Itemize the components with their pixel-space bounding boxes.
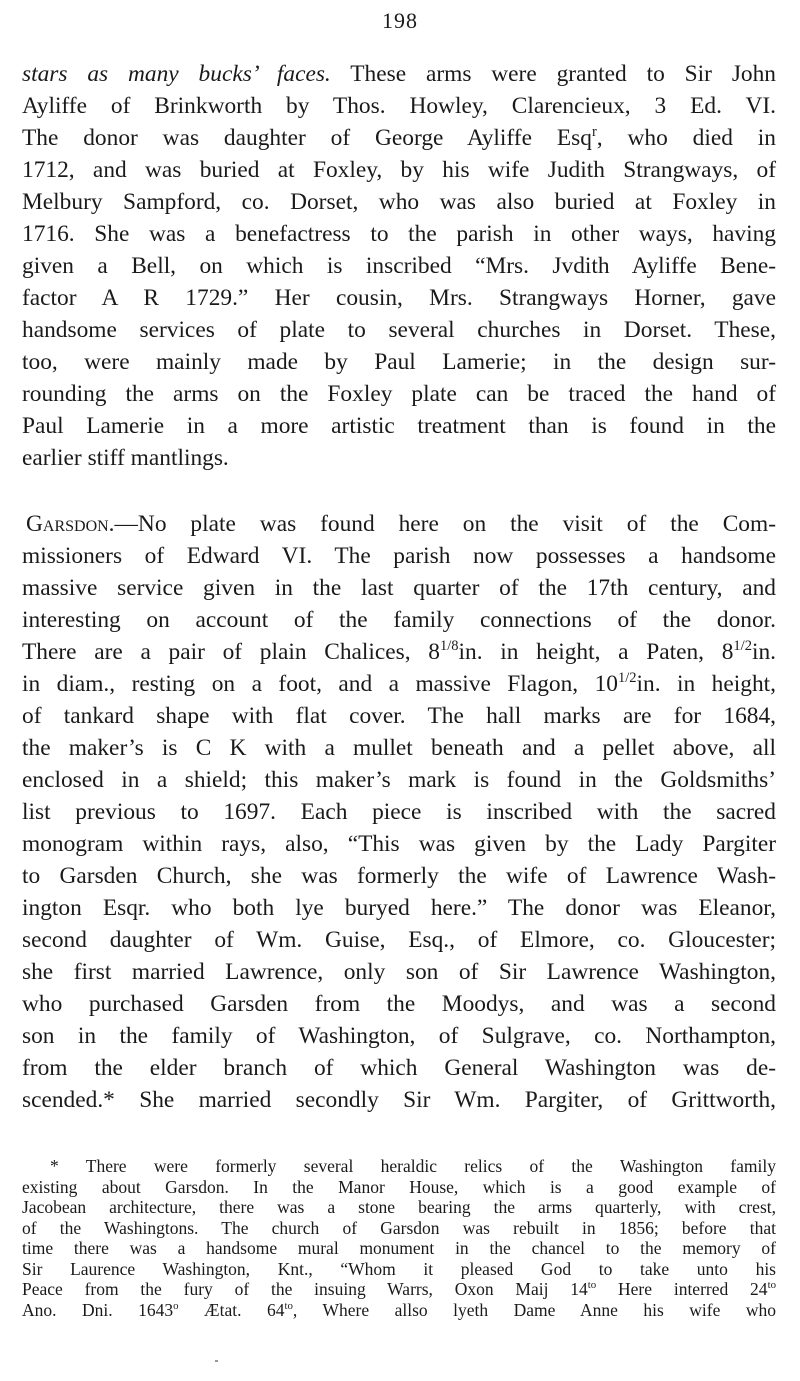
text-line: scended.* She married secondly Sir Wm. Pargiter, of Grittworth, bbox=[22, 1087, 776, 1113]
paragraph-garsdon bbox=[22, 508, 776, 1116]
text-line: son in the family of Washington, of Sulgrave, co. Northampton, bbox=[22, 1023, 776, 1049]
text-line: The donor was daughter of George Ayliffe Esq$^r$, who died in bbox=[22, 124, 776, 151]
paragraph-foxley-continued bbox=[22, 58, 776, 474]
text-line: ington Esqr. who both lye buryed here.” The donor was Eleanor, bbox=[22, 895, 776, 921]
text-line: 1716. She was a benefactress to the parish in other ways, having bbox=[22, 221, 776, 247]
text-line: list previous to 1697. Each piece is inscribed with the sacred bbox=[22, 799, 776, 825]
footnote-line: Sir Laurence Washington, Knt., “Whom it pleased God to take unto his bbox=[22, 1258, 776, 1279]
text-line: stars as many bucks’ faces. These arms were granted to Sir John bbox=[22, 61, 777, 87]
footnote-line: * There were formerly several heraldic relics of the Washington family bbox=[50, 1156, 776, 1176]
footnote-line: Peace from the fury of the insuing Warrs, Oxon Maij $14^{to}$ Here interred $24^{to}$ bbox=[22, 1279, 776, 1299]
section-heading: Garsdon. bbox=[26, 511, 115, 537]
footnote-line: existing about Garsdon. In the Manor House, which is a good example of bbox=[22, 1176, 776, 1197]
text-line: There are a pair of plain Chalices, $8^{1/8}in$. in height, a Paten, $8^{1/2}in$. bbox=[22, 638, 776, 665]
text-line: handsome services of plate to several churches in Dorset. These, bbox=[22, 317, 776, 343]
footnote-line: time there was a handsome mural monument in the chancel to the memory of bbox=[22, 1238, 776, 1258]
text-line: 1712, and was buried at Foxley, by his wife Judith Strangways, of bbox=[22, 157, 776, 183]
page-number: 198 bbox=[382, 8, 418, 33]
text-line: given a Bell, on which is inscribed “Mrs. Jvdith Ayliffe Bene- bbox=[22, 253, 776, 279]
text-line: Garsdon.—No plate was found here on the visit of the Com- bbox=[26, 511, 776, 537]
text-line: enclosed in a shield; this maker’s mark is found in the Goldsmiths’ bbox=[22, 767, 776, 793]
print-speck bbox=[215, 1360, 218, 1362]
text-line: monogram within rays, also, “This was given by the Lady Pargiter bbox=[22, 831, 776, 857]
footnote-line: Ano. Dni. 1643$^o$ Ætat. $64^{to}$, Where allso lyeth Dame Anne his wife who bbox=[22, 1299, 776, 1320]
text-line: Ayliffe of Brinkworth by Thos. Howley, Clarencieux, 3 Ed. VI. bbox=[22, 93, 776, 119]
text-line: Melbury Sampford, co. Dorset, who was also buried at Foxley in bbox=[22, 189, 776, 215]
text-line: in diam., resting on a foot, and a massive Flagon, $10^{1/2}in$. in height, bbox=[22, 670, 776, 697]
text-line: too, were mainly made by Paul Lamerie; in the design sur- bbox=[22, 349, 776, 375]
footnote-line: Jacobean architecture, there was a stone bearing the arms quarterly, with crest, bbox=[22, 1197, 776, 1217]
footnote-line: of the Washingtons. The church of Garsdon was rebuilt in 1856; before that bbox=[22, 1217, 776, 1238]
text-line: factor A R 1729.” Her cousin, Mrs. Strangways Horner, gave bbox=[22, 285, 776, 311]
text-line: earlier stiff mantlings. bbox=[22, 445, 229, 471]
footnote bbox=[22, 1156, 776, 1320]
text-line: from the elder branch of which General Washington was de- bbox=[22, 1055, 776, 1081]
text-line: to Garsden Church, she was formerly the wife of Lawrence Wash- bbox=[22, 863, 776, 889]
text-line: missioners of Edward VI. The parish now possesses a handsome bbox=[22, 543, 776, 569]
text-line: who purchased Garsden from the Moodys, and was a second bbox=[22, 991, 776, 1017]
text-line: massive service given in the last quarter of the 17th century, and bbox=[22, 575, 776, 601]
text-line: the maker’s is C K with a mullet beneath and a pellet above, all bbox=[22, 735, 776, 761]
text-line: interesting on account of the family connections of the donor. bbox=[22, 607, 776, 633]
text-line: rounding the arms on the Foxley plate can be traced the hand of bbox=[22, 381, 776, 407]
text-line: second daughter of Wm. Guise, Esq., of Elmore, co. Gloucester; bbox=[22, 927, 776, 953]
text-line: Paul Lamerie in a more artistic treatment than is found in the bbox=[22, 413, 776, 439]
text-line: she first married Lawrence, only son of Sir Lawrence Washington, bbox=[22, 959, 776, 985]
text-line: of tankard shape with flat cover. The hall marks are for 1684, bbox=[22, 703, 776, 729]
